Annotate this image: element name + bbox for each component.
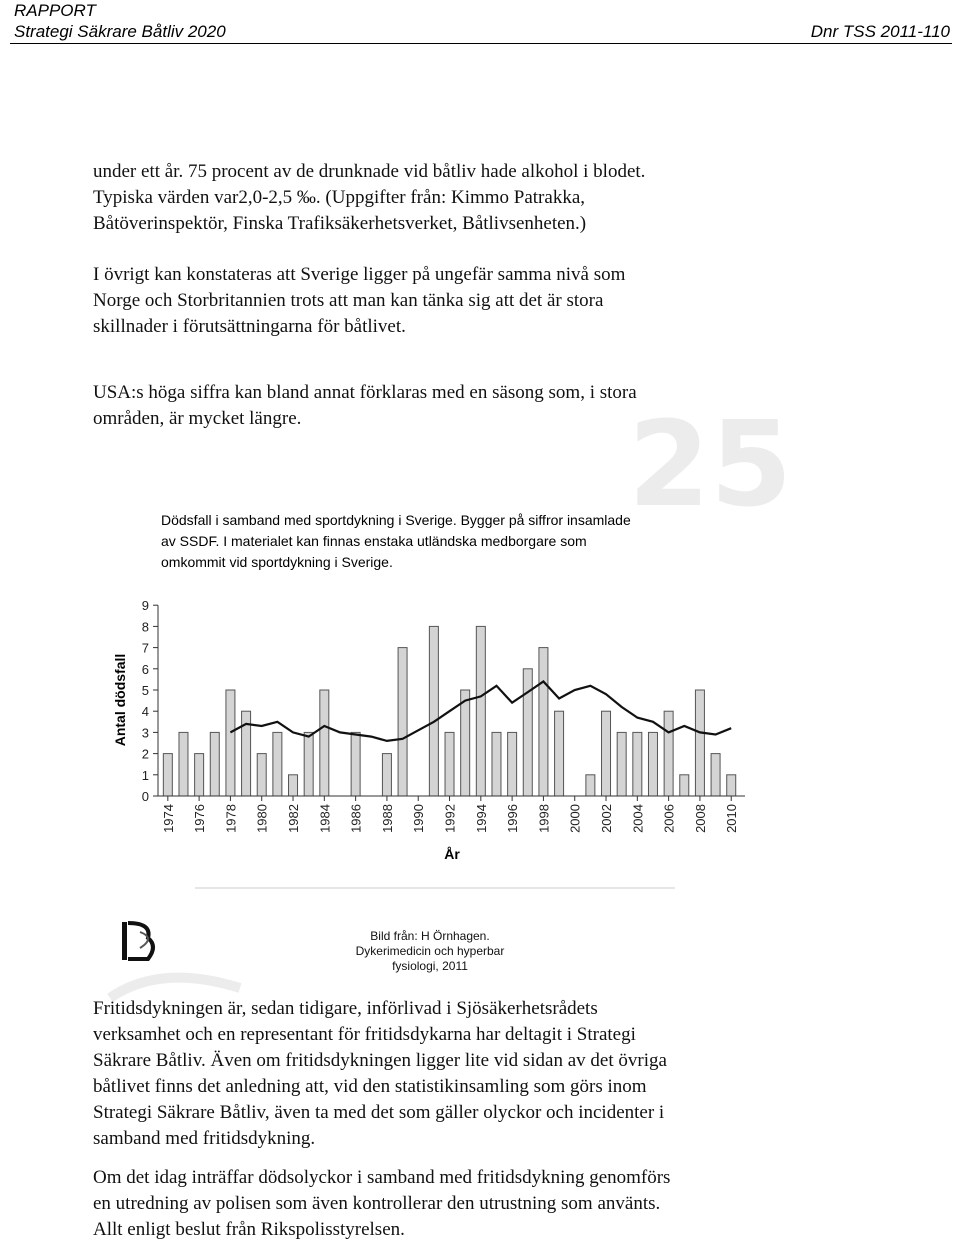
bar (398, 648, 407, 796)
y-axis (142, 598, 158, 804)
chart-title-line: Dödsfall i samband med sportdykning i Sverige. Bygger på siffror insamlade (161, 512, 631, 528)
bar (664, 711, 673, 796)
bar (289, 775, 298, 796)
x-tick-label: 2004 (630, 804, 646, 833)
paragraph-line: samband med fritidsdykning. (93, 1128, 316, 1149)
paragraph-line: I övrigt kan konstateras att Sverige ligger på ungefär samma nivå som (93, 264, 626, 285)
bar (617, 732, 626, 796)
bar (351, 732, 360, 796)
bar (163, 754, 172, 796)
source-line: fysiologi, 2011 (392, 959, 468, 973)
x-tick-label: 1982 (286, 804, 302, 833)
bar (602, 711, 611, 796)
y-tick-label: 0 (141, 789, 149, 804)
x-tick-label: 2006 (661, 804, 677, 833)
paragraph-line: Typiska värden var2,0-2,5 ‰. (Uppgifter från: Kimmo Patrakka, (93, 187, 586, 208)
x-tick-label: 1974 (160, 804, 176, 833)
x-tick-label: 1992 (442, 804, 458, 833)
report-label: RAPPORT (14, 1, 96, 20)
bar (445, 732, 454, 796)
bar (429, 626, 438, 796)
bar (226, 690, 235, 796)
paragraph-1 (93, 159, 913, 237)
x-tick-label: 1994 (473, 804, 489, 833)
bar (727, 775, 736, 796)
bar (555, 711, 564, 796)
x-tick-label: 1978 (223, 804, 239, 833)
bar (586, 775, 595, 796)
x-tick-label: 2010 (724, 804, 740, 833)
x-axis-label: År (444, 846, 460, 862)
y-tick-label: 1 (141, 767, 149, 783)
y-tick-label: 6 (141, 661, 149, 677)
watermark-top: 25 (628, 395, 793, 533)
bar (633, 732, 642, 796)
paragraph-line: Allt enligt beslut från Rikspolisstyrelsen. (93, 1219, 405, 1240)
x-tick-label: 1984 (317, 804, 333, 833)
paragraph-line: en utredning av polisen som även kontrollerar den utrustning som använts. (93, 1193, 661, 1214)
x-tick-label: 2008 (692, 804, 708, 833)
bar (320, 690, 329, 796)
page-header (14, 22, 950, 42)
paragraph-line: Säkrare Båtliv. Även om fritidsdykningen ligger lite vid sidan av det övriga (93, 1050, 667, 1071)
paragraph-line: verksamhet och en representant för fritidsdykarna har deltagit i Strategi (93, 1024, 636, 1045)
paragraph-line: skillnader i förutsättningarna för båtlivet. (93, 316, 406, 337)
paragraph-2 (93, 262, 913, 340)
x-tick-label: 1980 (254, 804, 270, 833)
image-source-credit (330, 929, 530, 974)
y-axis-label: Antal dödsfall (112, 653, 128, 747)
bar (382, 754, 391, 796)
paragraph-line: under ett år. 75 procent av de drunknade vid båtliv hade alkohol i blodet. (93, 161, 646, 182)
bar (257, 754, 266, 796)
paragraph-line: Båtöverinspektör, Finska Trafiksäkerhetsverket, Båtlivsenheten.) (93, 213, 587, 234)
y-tick-label: 4 (141, 704, 149, 720)
x-tick-label: 1976 (192, 804, 208, 833)
bar (492, 732, 501, 796)
header-title: Strategi Säkrare Båtliv 2020 (14, 22, 226, 41)
paragraph-line: områden, är mycket längre. (93, 408, 302, 429)
paragraph-line: båtlivet finns det anledning att, vid den statistikinsamling som görs inom (93, 1076, 647, 1097)
x-axis (158, 796, 745, 833)
y-tick-label: 7 (141, 640, 149, 656)
bar (508, 732, 517, 796)
header-dnr: Dnr TSS 2011-110 (810, 22, 950, 41)
chart-title-line: av SSDF. I materialet kan finnas enstaka utländska medborgare som (161, 533, 587, 549)
bar (304, 732, 313, 796)
bar (476, 626, 485, 796)
bar (648, 732, 657, 796)
bar (695, 690, 704, 796)
paragraph-4 (93, 996, 913, 1152)
x-tick-label: 2002 (599, 804, 615, 833)
bar (539, 648, 548, 796)
y-tick-label: 8 (141, 619, 149, 635)
x-tick-label: 1996 (505, 804, 521, 833)
y-tick-label: 5 (141, 683, 149, 698)
header-rule (10, 43, 952, 44)
paragraph-line: USA:s höga siffra kan bland annat förklaras med en säsong som, i stora (93, 382, 637, 403)
paragraph-line: Fritidsdykningen är, sedan tidigare, införlivad i Sjösäkerhetsrådets (93, 998, 598, 1019)
paragraph-line: Om det idag inträffar dödsolyckor i samband med fritidsdykning genomförs (93, 1167, 671, 1188)
bar (523, 669, 532, 796)
x-tick-label: 2000 (567, 804, 583, 833)
source-line: Bild från: H Örnhagen. (370, 929, 490, 943)
bar (680, 775, 689, 796)
publisher-logo-icon (118, 918, 166, 964)
paragraph-line: Norge och Storbritannien trots att man kan tänka sig att det är stora (93, 290, 604, 311)
paragraph-line: Strategi Säkrare Båtliv, även ta med det som gäller olyckor och incidenter i (93, 1102, 665, 1123)
x-tick-label: 1990 (411, 804, 427, 833)
diving-deaths-chart (105, 500, 765, 900)
source-line: Dykerimedicin och hyperbar (355, 944, 505, 958)
x-tick-label: 1988 (379, 804, 395, 833)
paragraph-5 (93, 1165, 913, 1243)
y-tick-label: 3 (141, 725, 149, 741)
paragraph-3 (93, 380, 913, 432)
y-tick-label: 9 (141, 598, 149, 614)
y-tick-label: 2 (141, 746, 149, 762)
x-tick-label: 1998 (536, 804, 552, 833)
chart-title-line: omkommit vid sportdykning i Sverige. (161, 554, 393, 570)
bar (711, 754, 720, 796)
bar (461, 690, 470, 796)
bar (273, 732, 282, 796)
x-tick-label: 1986 (348, 804, 364, 833)
bar (179, 732, 188, 796)
bar (210, 732, 219, 796)
bar (195, 754, 204, 796)
